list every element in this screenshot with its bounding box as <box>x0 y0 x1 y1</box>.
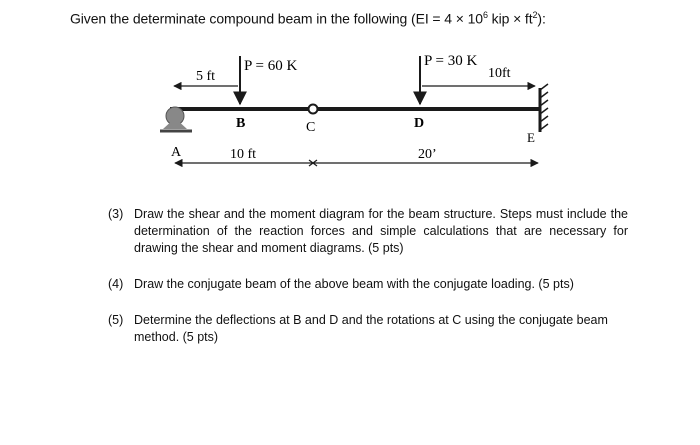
load-label-d: P = 30 K <box>424 53 478 69</box>
question-3-number: (3) <box>108 207 124 221</box>
dim-label-5ft: 5 ft <box>196 69 216 84</box>
statement-exponent-1: 6 <box>482 10 488 20</box>
point-label-a: A <box>171 145 182 160</box>
fixed-support-e <box>540 84 548 132</box>
question-3 <box>108 206 628 257</box>
dim-label-20ft: 20’ <box>418 147 437 162</box>
statement-exponent-2: 2 <box>532 10 538 20</box>
point-label-e: E <box>527 130 535 145</box>
question-4-text: Draw the conjugate beam of the above beam with the conjugate loading. (5 pts) <box>134 277 574 291</box>
question-5 <box>108 312 628 346</box>
point-label-d: D <box>414 116 425 131</box>
question-5-number: (5) <box>108 313 124 327</box>
beam-figure <box>0 0 700 200</box>
point-label-b: B <box>236 116 246 131</box>
statement-suffix: ): <box>537 10 546 27</box>
question-3-text: Draw the shear and the moment diagram for the beam structure. Steps must include the determination of the reaction forces and simple calculations that are necessary for drawing the shear and moment diagrams. (5 pts) <box>134 207 628 255</box>
point-label-c: C <box>306 120 316 135</box>
load-label-b: P = 60 K <box>244 58 298 74</box>
hinge-c <box>309 105 318 114</box>
statement-prefix: Given the determinate compound beam in the following (EI = 4 × 10 <box>70 10 483 27</box>
statement-mid: kip × ft <box>487 10 533 27</box>
question-list <box>108 206 628 365</box>
question-5-text: Determine the deflections at B and D and the rotations at C using the conjugate beam method. (5 pts) <box>134 313 608 344</box>
question-4 <box>108 276 628 293</box>
dim-label-10ft-bottom: 10 ft <box>230 147 257 162</box>
dim-label-10ft-top: 10ft <box>488 66 511 81</box>
question-4-number: (4) <box>108 277 124 291</box>
